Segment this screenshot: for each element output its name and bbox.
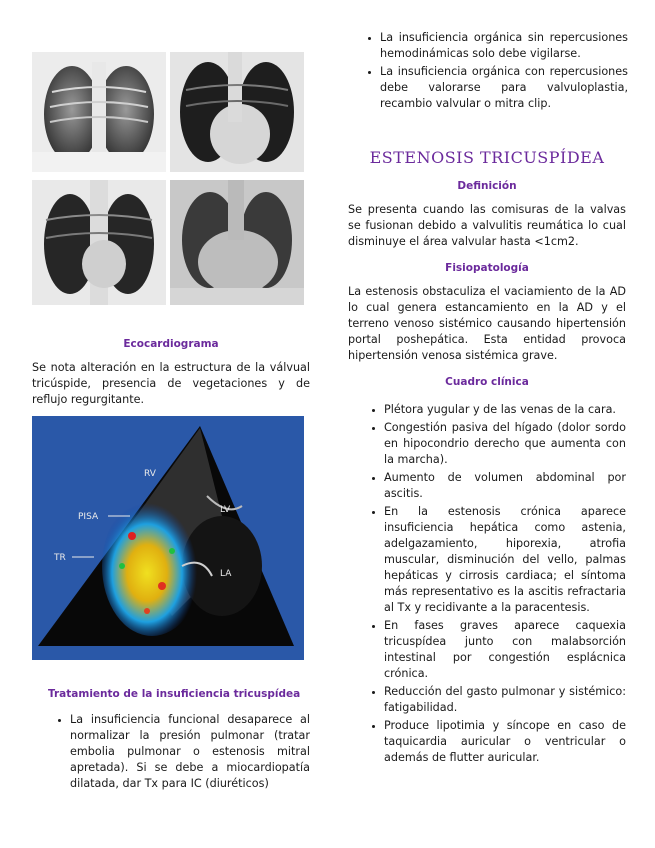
list-item: • Aumento de volumen abdominal por ascitis.: [384, 470, 626, 502]
definition-text: Se presenta cuando las comisuras de la valvas se fusionan debido a valvulitis reumática lo cual disminuye el área valvular hasta <1cm2.: [348, 203, 626, 248]
list-item: • La insuficiencia orgánica sin repercusiones hemodinámicas solo debe vigilarse.: [380, 30, 628, 62]
echo-description: Se nota alteración en la estructura de la válvual tricúspide, presencia de vegetaciones y de reflujo regurgitante.: [32, 361, 310, 406]
physio-text: La estenosis obstaculiza el vaciamiento de la AD lo cual genera estancamiento en la AD y el terreno venoso sistémico causando hipertensión portal poshepática. Esta entidad provoca hipertensión venosa sistémica grave.: [348, 285, 626, 362]
list-item: • Produce lipotimia y síncope en caso de taquicardia auricular o ventricular o además de flutter auricular.: [384, 718, 626, 766]
echo-label-psa: PISA: [78, 512, 99, 522]
chest-xray-3: [32, 180, 166, 305]
chest-xray-2: [170, 52, 304, 172]
chest-xray-1: [32, 52, 166, 172]
clinical-list: [362, 402, 626, 766]
treatment-list: [48, 712, 310, 792]
echo-label-tr: TR: [54, 553, 66, 563]
top-list: [358, 30, 628, 112]
physio-heading: Fisiopatología: [445, 262, 529, 274]
list-item: • La insuficiencia funcional desaparece al normalizar la presión pulmonar (tratar embolia pulmonar o estenosis mitral apretada). Si se debe a miocardiopatía dilatada, dar Tx para IC (diuréticos): [70, 712, 310, 792]
treatment-heading: Tratamiento de la insuficiencia tricuspídea: [48, 688, 301, 700]
list-item: • En fases graves aparece caquexia tricuspídea junto con malabsorción intestinal por congestión esplácnica crónica.: [384, 618, 626, 682]
chest-xray-4: [170, 180, 304, 305]
echo-label-lv: LV: [220, 505, 231, 515]
chest-xray-collage: [32, 52, 304, 305]
echo-label-rv: RV: [144, 469, 156, 479]
list-item: • Reducción del gasto pulmonar y sistémico: fatigabilidad.: [384, 684, 626, 716]
list-item: • Plétora yugular y de las venas de la cara.: [384, 402, 626, 418]
echo-label-la: LA: [220, 569, 232, 579]
list-item: • Congestión pasiva del hígado (dolor sordo en hipocondrio derecho que aumenta con la marcha).: [384, 420, 626, 468]
list-item: • En la estenosis crónica aparece insuficiencia hepática como astenia, adelgazamiento, hiporexia, atrofia muscular, disminución del vello, palmas hepáticas y cirrosis cardiaca; el síntoma más representativo es la ascitis refractaria al Tx y recidivante a la paracentesis.: [384, 504, 626, 616]
echo-heading: Ecocardiograma: [123, 338, 219, 350]
clinical-heading: Cuadro clínica: [445, 376, 529, 388]
page-title: ESTENOSIS TRICUSPÍDEA: [369, 148, 605, 167]
definition-heading: Definición: [457, 180, 517, 192]
echocardiogram-image: [32, 416, 304, 660]
list-item: • La insuficiencia orgánica con repercusiones debe valorarse para valvuloplastia, recambio valvular o mitra clip.: [380, 64, 628, 112]
